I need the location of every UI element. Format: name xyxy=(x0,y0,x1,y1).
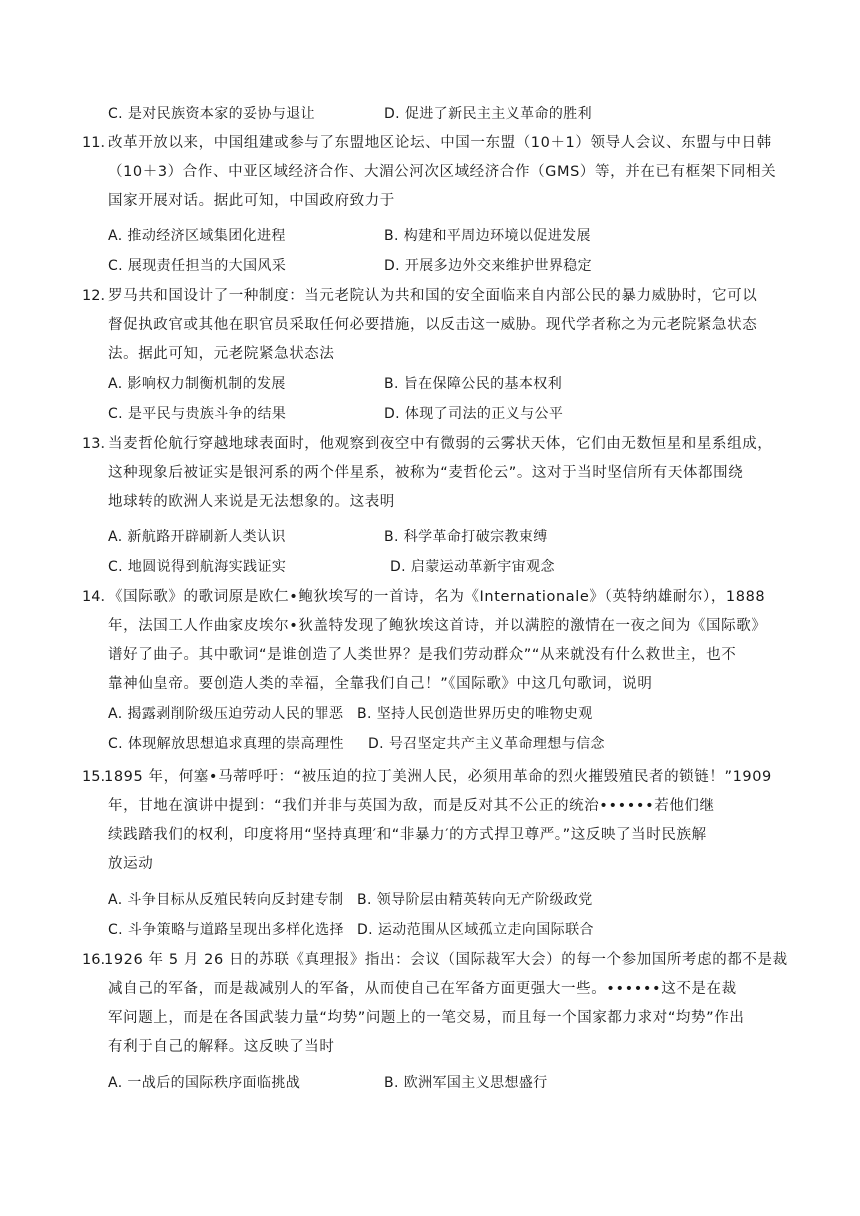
question-text-line: 改革开放以来，中国组建或参与了东盟地区论坛、中国一东盟（10＋1）领导人会议、东盟与中日韩 xyxy=(108,135,772,151)
option-b: B. 科学革命打破宗教束缚 xyxy=(384,529,548,545)
option-a: A. 一战后的国际秩序面临挑战 xyxy=(108,1075,301,1091)
option-c: C. 斗争策略与道路呈现出多样化选择 xyxy=(108,922,344,938)
question-number: 14． xyxy=(82,589,115,605)
question-text-line: 地球转的欧洲人来说是无法想象的。这表明 xyxy=(108,494,395,510)
question-number: 12． xyxy=(82,288,115,304)
option-c: C. 是对民族资本家的妥协与退让 xyxy=(108,106,316,122)
option-c: C. 是平民与贵族斗争的结果 xyxy=(108,406,287,422)
option-d: D. 运动范围从区域孤立走向国际联合 xyxy=(357,922,594,938)
option-d: D. 启蒙运动革新宇宙观念 xyxy=(390,559,555,575)
question-text-line: 1895 年，何塞•马蒂呼吁：“被压迫的拉丁美洲人民，必须用革命的烈火摧毁殖民者的锁链！”1909 xyxy=(104,769,772,785)
option-b: B. 构建和平周边环境以促进发展 xyxy=(384,228,591,244)
option-d: D. 体现了司法的正义与公平 xyxy=(384,406,564,422)
option-b: B. 领导阶层由精英转向无产阶级政党 xyxy=(357,892,593,908)
option-b: B. 旨在保障公民的基本权利 xyxy=(384,376,563,392)
question-text-line: 督促执政官或其他在职官员采取任何必要措施，以反击这一威胁。现代学者称之为元老院紧急状态 xyxy=(108,317,758,333)
option-a: A. 新航路开辟刷新人类认识 xyxy=(108,529,286,545)
option-b: B. 坚持人民创造世界历史的唯物史观 xyxy=(357,706,593,722)
question-number: 11． xyxy=(82,135,115,151)
question-text-line: 靠神仙皇帝。要创造人类的幸福，全靠我们自己！”《国际歌》中这几句歌词，说明 xyxy=(108,676,653,692)
option-d: D. 促进了新民主主义革命的胜利 xyxy=(384,106,593,122)
question-text-line: 《国际歌》的歌词原是欧仁•鲍狄埃写的一首诗，名为《Internationale》（英特纳雄耐尔），1888 xyxy=(108,589,766,605)
question-number: 15. xyxy=(82,769,106,785)
question-text-line: 当麦哲伦航行穿越地球表面时，他观察到夜空中有微弱的云雾状天体，它们由无数恒星和星系组成， xyxy=(108,436,773,452)
question-text-line: 年，法国工人作曲家皮埃尔•狄盖特发现了鲍狄埃这首诗，并以满腔的激情在一夜之间为《国际歌》 xyxy=(108,618,767,634)
option-a: A. 影响权力制衡机制的发展 xyxy=(108,376,286,392)
question-text-line: 军问题上，而是在各国武装力量“均势”问题上的一笔交易，而且每一个国家都力求对“均势”作出 xyxy=(108,1010,745,1026)
option-c: C. 地圆说得到航海实践证实 xyxy=(108,559,287,575)
question-text-line: （10＋3）合作、中亚区域经济合作、大湄公河次区域经济合作（GMS）等，并在已有框架下同相关 xyxy=(108,164,777,180)
question-text-line: 续践踏我们的权利，印度将用“坚持真理′和“非暴力′的方式捍卫尊严。”这反映了当时民族解 xyxy=(108,827,707,843)
option-a: A. 推动经济区域集团化进程 xyxy=(108,228,286,244)
option-d: D. 号召坚定共产主义革命理想与信念 xyxy=(368,736,605,752)
question-number: 13． xyxy=(82,436,115,452)
option-a: A. 揭露剥削阶级压迫劳动人民的罪恶 xyxy=(108,706,344,722)
option-a: A. 斗争目标从反殖民转向反封建专制 xyxy=(108,892,344,908)
question-text-line: 年，甘地在演讲中提到：“我们并非与英国为敌，而是反对其不公正的统治••••••若他们继 xyxy=(108,798,715,814)
option-c: C. 展现责任担当的大国风采 xyxy=(108,258,287,274)
question-text-line: 有利于自己的解释。这反映了当时 xyxy=(108,1039,335,1055)
question-text-line: 谱好了曲子。其中歌词“是谁创造了人类世界？是我们劳动群众”“从来就没有什么救世主，也不 xyxy=(108,647,737,663)
option-c: C. 体现解放思想追求真理的崇高理性 xyxy=(108,736,344,752)
question-text-line: 法。据此可知，元老院紧急状态法 xyxy=(108,346,335,362)
question-text-line: 国家开展对话。据此可知，中国政府致力于 xyxy=(108,193,395,209)
question-text-line: 这种现象后被证实是银河系的两个伴星系，被称为“麦哲伦云”。这对于当时坚信所有天体都围绕 xyxy=(108,465,744,481)
question-text-line: 放运动 xyxy=(108,856,154,872)
question-text-line: 罗马共和国设计了一种制度：当元老院认为共和国的安全面临来自内部公民的暴力威胁时，它可以 xyxy=(108,288,758,304)
option-d: D. 开展多边外交来维护世界稳定 xyxy=(384,258,593,274)
question-text-line: 减自己的军备，而是裁减别人的军备，从而使自己在军备方面更强大一些。••••••这不是在裁 xyxy=(108,981,737,997)
option-b: B. 欧洲军国主义思想盛行 xyxy=(384,1075,548,1091)
question-number: 16. xyxy=(82,952,106,968)
question-text-line: 1926 年 5 月 26 日的苏联《真理报》指出：会议（国际裁军大会）的每一个参加国所考虑的都不是裁 xyxy=(104,952,788,968)
